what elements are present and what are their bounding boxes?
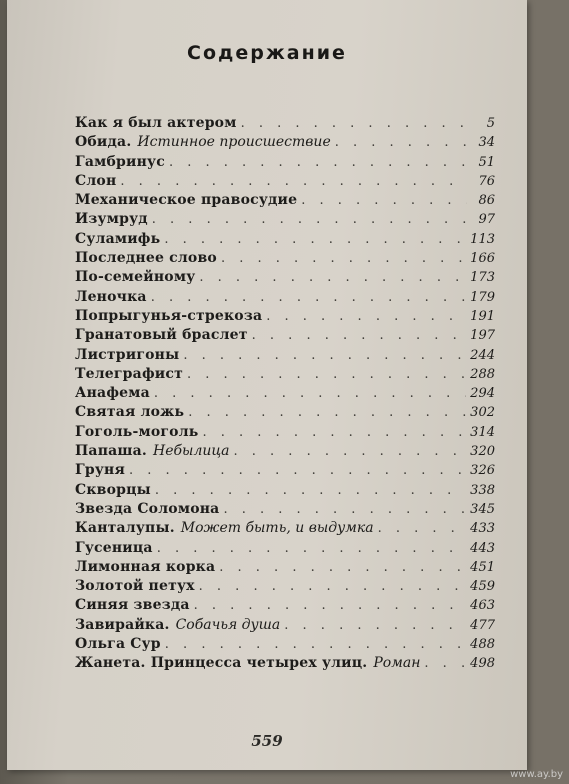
dot-leader	[194, 598, 467, 613]
toc-entry-title: Золотой петух	[75, 578, 195, 595]
dot-leader	[152, 212, 467, 227]
dot-leader	[183, 348, 466, 363]
toc-entry-page: 86	[478, 193, 495, 209]
dot-leader	[169, 155, 467, 170]
toc-entry-page: 459	[470, 579, 495, 595]
dot-leader	[203, 425, 467, 440]
toc-entry	[75, 154, 495, 173]
dot-leader	[301, 193, 467, 208]
toc-entry	[75, 540, 495, 559]
toc-entry-title: Синяя звезда	[75, 597, 190, 614]
toc-entry-page: 463	[470, 598, 495, 614]
toc-entry	[75, 424, 495, 443]
toc-entry-title: По-семейному	[75, 269, 196, 286]
toc-entry	[75, 327, 495, 346]
toc-entry-subtitle: Может быть, и выдумка	[180, 520, 374, 537]
toc-entry	[75, 231, 495, 250]
toc-entry-title: Звезда Соломона	[75, 500, 220, 517]
toc-entry-title: Лимонная корка	[75, 558, 216, 575]
toc-entry-page: 191	[470, 308, 495, 324]
toc-entry-title: Анафема	[75, 385, 150, 402]
toc-entry-page: 173	[470, 270, 495, 286]
toc-entry	[75, 559, 495, 578]
watermark: www.ay.by	[510, 769, 563, 780]
toc-entry	[75, 636, 495, 655]
toc-entry-page: 51	[478, 154, 495, 170]
dot-leader	[164, 232, 466, 247]
toc-entry-title: Папаша.	[75, 443, 148, 460]
toc-entry	[75, 462, 495, 481]
toc-entry	[75, 655, 495, 674]
toc-entry	[75, 308, 495, 327]
toc-entry	[75, 501, 495, 520]
toc-entry	[75, 443, 495, 462]
toc-entry	[75, 617, 495, 636]
dot-leader	[424, 656, 466, 671]
toc-entry-page: 326	[470, 463, 495, 479]
dot-leader	[252, 328, 467, 343]
toc-entry-title: Гусеница	[75, 539, 153, 556]
toc-entry-title: Скворцы	[75, 481, 151, 498]
dot-leader	[165, 637, 466, 652]
toc-entry-page: 113	[470, 231, 495, 247]
dot-leader	[154, 386, 466, 401]
toc-entry-page: 294	[470, 386, 495, 402]
toc-entry-page: 302	[470, 405, 495, 421]
toc-entry-title: Гоголь-моголь	[75, 423, 199, 440]
toc-entry-page: 433	[470, 521, 495, 537]
toc-entry	[75, 482, 495, 501]
toc-entry-title: Попрыгунья-стрекоза	[75, 307, 263, 324]
toc-entry-title: Канталупы.	[75, 520, 175, 537]
dot-leader	[199, 270, 466, 285]
toc-entry-page: 76	[478, 173, 495, 189]
toc-entry-subtitle: Собачья душа	[175, 616, 281, 633]
dot-leader	[241, 116, 467, 131]
toc-entry-title: Леночка	[75, 288, 147, 305]
dot-leader	[129, 463, 466, 478]
toc-entry	[75, 269, 495, 288]
toc-entry-title: Механическое правосудие	[75, 192, 298, 209]
toc-entry	[75, 192, 495, 211]
toc-entry-title: Гранатовый браслет	[75, 327, 248, 344]
dot-leader	[157, 541, 466, 556]
toc-entry	[75, 134, 495, 153]
toc-entry-subtitle: Истинное происшествие	[137, 134, 331, 151]
page-number: 559	[251, 732, 283, 750]
dot-leader	[378, 521, 467, 536]
toc-entry-page: 166	[470, 251, 495, 267]
toc-entry-title: Жанета. Принцесса четырех улиц.	[75, 655, 368, 672]
toc-entry-title: Завирайка.	[75, 616, 170, 633]
toc-entry-page: 288	[470, 366, 495, 382]
toc-entry-title: Телеграфист	[75, 365, 183, 382]
dot-leader	[284, 618, 466, 633]
toc-entry-title: Листригоны	[75, 346, 180, 363]
toc-entry-page: 314	[470, 424, 495, 440]
toc-entry-page: 97	[478, 212, 495, 228]
dot-leader	[155, 483, 466, 498]
dot-leader	[187, 367, 466, 382]
dot-leader	[199, 579, 467, 594]
toc-entry-page: 34	[478, 135, 495, 151]
toc-entry-page: 488	[470, 637, 495, 653]
toc-entry	[75, 347, 495, 366]
toc-entry-page: 443	[470, 540, 495, 556]
toc-entry	[75, 289, 495, 308]
toc-entry-title: Святая ложь	[75, 404, 185, 421]
toc-entry-title: Суламифь	[75, 230, 161, 247]
toc-entry	[75, 366, 495, 385]
toc-entry	[75, 173, 495, 192]
toc-entry	[75, 385, 495, 404]
toc-entry-title: Последнее слово	[75, 250, 217, 267]
toc-entry	[75, 250, 495, 269]
toc-entry-title: Как я был актером	[75, 115, 237, 131]
book-page	[7, 0, 527, 770]
toc-entry-page: 179	[470, 289, 495, 305]
toc-entry-page: 345	[470, 501, 495, 517]
dot-leader	[223, 502, 466, 517]
toc-entry-title: Ольга Сур	[75, 636, 161, 653]
toc-entry	[75, 578, 495, 597]
dot-leader	[120, 174, 467, 189]
dot-leader	[234, 444, 467, 459]
dot-leader	[188, 405, 466, 420]
toc-entry	[75, 520, 495, 539]
toc-entry	[75, 404, 495, 423]
toc-entry	[75, 597, 495, 616]
dot-leader	[266, 309, 466, 324]
dot-leader	[151, 290, 466, 305]
toc-entry-page: 320	[470, 444, 495, 460]
toc-entry-subtitle: Роман	[373, 655, 421, 672]
toc-entry-page: 451	[470, 559, 495, 575]
toc-entry-page: 498	[470, 656, 495, 672]
toc-entry-page: 477	[470, 617, 495, 633]
toc-entry-page: 197	[470, 328, 495, 344]
toc-entry-subtitle: Небылица	[153, 443, 230, 460]
dot-leader	[335, 135, 467, 150]
dot-leader	[221, 251, 466, 266]
toc-entry-page: 5	[486, 116, 495, 131]
toc-entry-title: Груня	[75, 462, 126, 479]
dot-leader	[219, 560, 466, 575]
toc-entry-title: Слон	[75, 172, 117, 189]
toc-entry-title: Обида.	[75, 134, 132, 151]
toc-entry	[75, 115, 495, 134]
toc-entry-page: 338	[470, 482, 495, 498]
toc-entry-page: 244	[470, 347, 495, 363]
toc-entry-title: Гамбринус	[75, 153, 165, 170]
toc-entry-title: Изумруд	[75, 211, 148, 228]
toc-entry	[75, 211, 495, 230]
table-of-contents	[75, 115, 495, 675]
page-heading: Содержание	[187, 42, 347, 64]
